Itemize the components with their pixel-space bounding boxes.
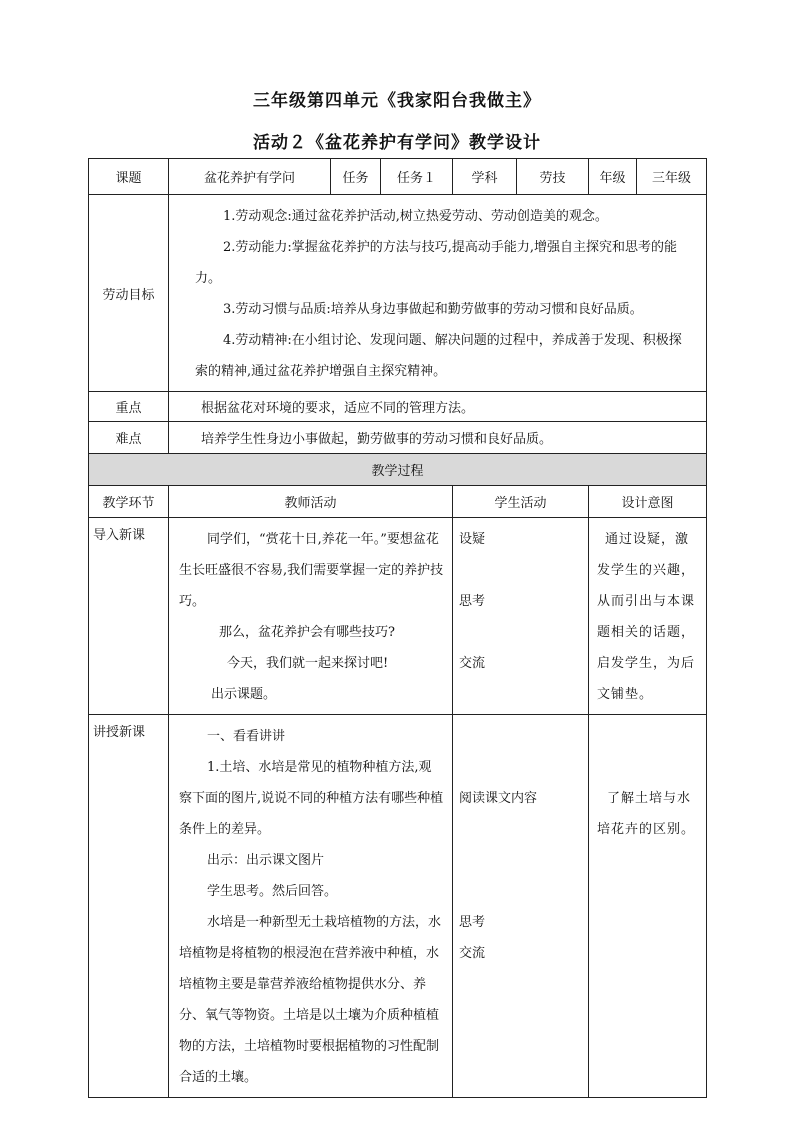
student-line: 阅读课文内容 xyxy=(459,791,538,806)
teacher-line: 水培是一种新型无土栽培植物的方法，水培植物是将植物的根浸泡在营养液中种植，水培植物主要是靠营养液给植物提供水分、养分、氧气等物资。土培是以土壤为介质种植植物的方法，土培植物时要根据植物的习性配制合适的土壤。 xyxy=(179,915,442,1085)
topic-value: 盆花养护有学问 xyxy=(169,159,331,195)
stage-label: 讲授新课 xyxy=(89,715,169,1098)
goal-item: 3.劳动习惯与品质:培养从身边事做起和勤劳做事的劳动习惯和良好品质。 xyxy=(223,302,643,317)
col-header-stage: 教学环节 xyxy=(89,486,169,518)
teacher-line: 学生思考。然后回答。 xyxy=(207,884,338,899)
key-point-label: 重点 xyxy=(89,392,169,422)
student-line xyxy=(459,721,582,752)
teacher-line: 那么，盆花养护会有哪些技巧? xyxy=(219,625,395,640)
topic-label: 课题 xyxy=(89,159,169,195)
intent-text: 了解土培与水培花卉的区别。 xyxy=(597,791,696,837)
student-line: 交流 xyxy=(459,656,486,671)
goal-item: 2.劳动能力:掌握盆花养护的方法与技巧,提高动手能力,增强自主探究和思考的能力。 xyxy=(195,240,678,286)
key-point-text: 根据盆花对环境的要求，适应不同的管理方法。 xyxy=(169,392,707,422)
teacher-line: 今天，我们就一起来探讨吧! xyxy=(227,656,389,671)
new-lesson-section-row xyxy=(89,715,707,1098)
goal-item: 1.劳动观念:通过盆花养护活动,树立热爱劳动、劳动创造美的观念。 xyxy=(223,209,608,224)
intro-section-row xyxy=(89,518,707,715)
col-header-intent: 设计意图 xyxy=(589,486,707,518)
goals-row xyxy=(89,195,707,392)
task-label: 任务 xyxy=(331,159,381,195)
column-header-row xyxy=(89,486,707,518)
teacher-line: 出示课题。 xyxy=(211,687,277,702)
info-row xyxy=(89,159,707,195)
document-subtitle: 活动２《盆花养护有学问》教学设计 xyxy=(253,133,541,153)
student-line: 思考 xyxy=(459,915,486,930)
student-line xyxy=(459,617,582,648)
process-header: 教学过程 xyxy=(89,454,707,486)
goals-label: 劳动目标 xyxy=(89,195,169,392)
student-line xyxy=(459,814,582,845)
student-line xyxy=(459,555,582,586)
col-header-student: 学生活动 xyxy=(453,486,589,518)
student-line: 思考 xyxy=(459,594,486,609)
difficulty-text: 培养学生性身边小事做起，勤劳做事的劳动习惯和良好品质。 xyxy=(169,422,707,454)
lesson-plan-table xyxy=(88,158,707,1098)
student-line: 交流 xyxy=(459,946,486,961)
teacher-line: 1.土培、水培是常见的植物种植方法,观察下面的图片,说说不同的种植方法有哪些种植条件上的差异。 xyxy=(179,760,444,837)
goal-item: 4.劳动精神:在小组讨论、发现问题、解决问题的过程中，养成善于发现、积极探索的精神,通过盆花养护增强自主探究精神。 xyxy=(195,333,682,379)
teacher-line: 出示：出示课文图片 xyxy=(207,853,325,868)
grade-value: 三年级 xyxy=(637,159,707,195)
document-title: 三年级第四单元《我家阳台我做主》 xyxy=(253,91,541,111)
student-line xyxy=(459,876,582,907)
grade-label: 年级 xyxy=(589,159,637,195)
subject-value: 劳技 xyxy=(517,159,589,195)
stage-label: 导入新课 xyxy=(89,518,169,715)
key-point-row xyxy=(89,392,707,422)
teacher-line: 同学们，“赏花十日,养花一年。”要想盆花生长旺盛很不容易,我们需要掌握一定的养护技巧。 xyxy=(179,532,444,609)
task-value: 任务１ xyxy=(381,159,453,195)
student-line: 设疑 xyxy=(459,532,486,547)
teacher-line: 一、看看讲讲 xyxy=(207,729,286,744)
col-header-teacher: 教师活动 xyxy=(169,486,453,518)
student-line xyxy=(459,752,582,783)
intent-text: 通过设疑，激发学生的兴趣，从而引出与本课题相关的话题，启发学生，为后文铺垫。 xyxy=(597,532,696,702)
subject-label: 学科 xyxy=(453,159,517,195)
student-line xyxy=(459,845,582,876)
process-header-row xyxy=(89,454,707,486)
difficulty-row xyxy=(89,422,707,454)
difficulty-label: 难点 xyxy=(89,422,169,454)
